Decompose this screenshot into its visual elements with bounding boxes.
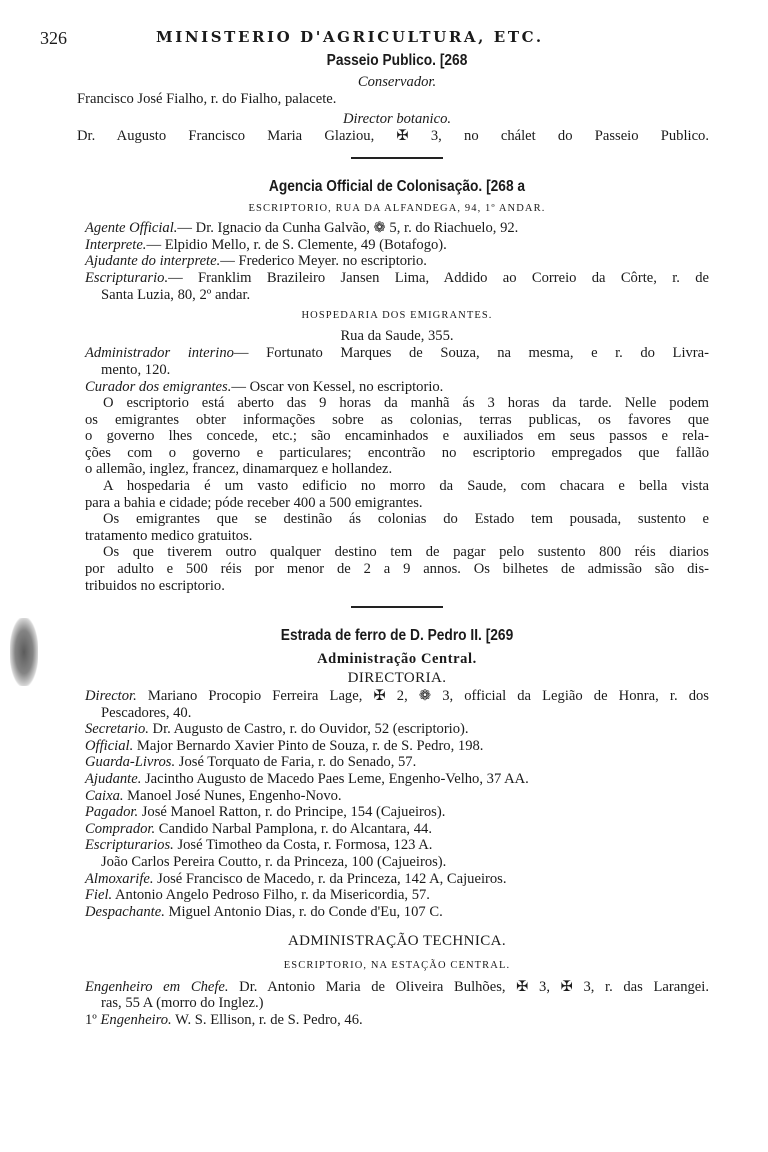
role-heading xyxy=(85,74,709,91)
entry-label: Official. xyxy=(85,737,134,754)
paragraph-line xyxy=(85,478,709,495)
text-line xyxy=(85,445,709,462)
entry-text: Major Bernardo Xavier Pinto de Souza, r. de S. Pedro, 198. xyxy=(133,737,484,754)
text-line xyxy=(77,91,709,108)
entry-text: José Manoel Ratton, r. do Principe, 154 (Cajueiros). xyxy=(138,804,446,821)
entry-label: Despachante. xyxy=(85,903,165,920)
section-heading xyxy=(129,628,666,645)
entry-text: o governo lhes concede, etc.; são encaminhados e auxiliados em seus passos e rela- xyxy=(85,428,709,445)
entry-text: Manoel José Nunes, Engenho-Novo. xyxy=(123,787,342,804)
section-heading xyxy=(129,53,666,70)
entry-text: Agencia Official de Colonisação. [268 a xyxy=(268,177,526,195)
text-line xyxy=(85,253,709,270)
paragraph-line xyxy=(85,544,709,561)
address-line xyxy=(85,328,709,345)
entry-text: Dr. Augusto Francisco Maria Glaziou, ✠ 3, no chálet do Passeio Publico. xyxy=(77,128,709,145)
entry-text: Jacintho Augusto de Macedo Paes Leme, Engenho-Velho, 37 AA. xyxy=(141,770,529,787)
text-line xyxy=(85,821,709,838)
text-line xyxy=(85,287,709,304)
text-line xyxy=(85,688,709,705)
entry-text: W. S. Ellison, r. de S. Pedro, 46. xyxy=(171,1011,363,1028)
text-line xyxy=(85,379,709,396)
text-line xyxy=(85,738,709,755)
entry-text: Os emigrantes que se destinão ás colonias do Estado tem pousada, sustento e xyxy=(103,511,709,528)
running-header xyxy=(40,26,700,50)
entry-text: — Franklim Brazileiro Jansen Lima, Addido ao Correio da Côrte, r. de xyxy=(168,269,709,286)
text-line xyxy=(85,871,709,888)
entry-text: Passeio Publico. [268 xyxy=(326,52,468,69)
entry-label: Escripturarios. xyxy=(85,837,174,854)
entry-label: Director. xyxy=(85,688,137,704)
text-line xyxy=(85,345,709,362)
entry-label: Ajudante. xyxy=(85,770,142,787)
entry-text: DIRECTORIA. xyxy=(347,670,447,687)
text-line xyxy=(85,428,709,445)
entry-text: José Torquato de Faria, r. do Senado, 57. xyxy=(175,754,417,771)
text-line xyxy=(85,528,709,545)
entry-label: Caixa. xyxy=(85,787,124,804)
entry-text: ESCRIPTORIO, NA ESTAÇÃO CENTRAL. xyxy=(283,959,511,971)
entry-label: Secretario. xyxy=(85,721,149,738)
entry-text: A hospedaria é um vasto edificio no morro da Saude, com chacara e bella vista xyxy=(103,478,709,495)
entry-text: ras, 55 A (morro do Inglez.) xyxy=(101,995,264,1012)
text-line xyxy=(85,1012,709,1029)
text-line xyxy=(85,887,709,904)
entry-label: Director botanico. xyxy=(342,110,452,127)
entry-text: o allemão, inglez, francez, dinamarquez e hollandez. xyxy=(85,461,393,478)
entry-label: Almoxarife. xyxy=(85,870,154,887)
entry-label: Engenheiro em Chefe. xyxy=(85,978,229,995)
entry-text: José Timotheo da Costa, r. Formosa, 123 A. xyxy=(173,837,433,854)
text-line xyxy=(85,220,709,237)
entry-text: — Elpidio Mello, r. de S. Clemente, 49 (Botafogo). xyxy=(146,236,447,253)
text-line xyxy=(85,495,709,512)
entry-text: ESCRIPTORIO, RUA DA ALFANDEGA, 94, 1º ANDAR. xyxy=(248,202,546,214)
small-caps-heading xyxy=(85,308,709,325)
entry-text: Pescadores, 40. xyxy=(101,704,192,721)
entry-text: Santa Luzia, 80, 2º andar. xyxy=(101,286,251,303)
entry-text: Mariano Procopio Ferreira Lage, ✠ 2, ❁ 3, official da Legião de Honra, r. dos xyxy=(136,688,709,704)
entry-text: 1º xyxy=(85,1011,101,1028)
entry-text: — Fortunato Marques de Souza, na mesma, e r. do Livra- xyxy=(233,345,710,362)
entry-text: Candido Narbal Pamplona, r. do Alcantara, 44. xyxy=(155,820,432,837)
text-line xyxy=(85,270,709,287)
text-line xyxy=(77,128,709,145)
text-line xyxy=(85,721,709,738)
role-heading xyxy=(85,111,709,128)
text-line xyxy=(85,412,709,429)
entry-text: — Frederico Meyer. no escriptorio. xyxy=(220,253,427,270)
entry-label: Agente Official. xyxy=(85,220,178,237)
entry-text: José Francisco de Macedo, r. da Princeza, 142 A, Cajueiros. xyxy=(153,870,507,887)
text-line xyxy=(85,561,709,578)
entry-text: para a bahia e cidade; póde receber 400 a 500 emigrantes. xyxy=(85,494,423,511)
text-line xyxy=(85,788,709,805)
entry-text: Estrada de ferro de D. Pedro II. [269 xyxy=(280,627,514,645)
entry-text: Dr. Augusto de Castro, r. do Ouvidor, 52 (escriptorio). xyxy=(148,721,469,738)
paragraph-line xyxy=(85,511,709,528)
entry-text: Antonio Angelo Pedroso Filho, r. da Misericordia, 57. xyxy=(112,887,430,904)
entry-text: Rua da Saude, 355. xyxy=(340,327,454,344)
text-line xyxy=(85,804,709,821)
entry-text: ções com o governo e particulares; encontrão no escriptorio empregados que fallão xyxy=(85,444,709,461)
entry-text: — Oscar von Kessel, no escriptorio. xyxy=(231,378,444,395)
scan-artifact xyxy=(10,618,38,686)
small-caps-heading xyxy=(85,958,709,975)
entry-text: ADMINISTRAÇÃO TECHNICA. xyxy=(287,933,507,950)
entry-text: João Carlos Pereira Coutto, r. da Princeza, 100 (Cajueiros). xyxy=(101,853,447,870)
entry-text: por adulto e 500 réis por menor de 2 a 9 annos. Os bilhetes de admissão são dis- xyxy=(85,561,709,578)
text-line xyxy=(85,837,709,854)
entry-text: mento, 120. xyxy=(101,361,171,378)
text-line xyxy=(85,578,709,595)
entry-text: Francisco José Fialho, r. do Fialho, palacete. xyxy=(77,91,337,108)
section-divider xyxy=(351,157,443,159)
entry-text: Dr. Antonio Maria de Oliveira Bulhões, ✠ 3, ✠ 3, r. das Larangei. xyxy=(228,978,709,995)
section-divider xyxy=(351,606,443,608)
text-line xyxy=(85,995,709,1012)
text-line xyxy=(85,904,709,921)
text-line xyxy=(85,854,709,871)
running-title: MINISTERIO D'AGRICULTURA, ETC. xyxy=(156,28,544,46)
entry-label: Interprete. xyxy=(85,236,147,253)
section-subtitle xyxy=(85,670,709,687)
small-caps-heading xyxy=(85,201,709,218)
subsection-heading xyxy=(85,651,709,668)
entry-label: Comprador. xyxy=(85,820,156,837)
section-subtitle xyxy=(85,933,709,950)
entry-label: Conservador. xyxy=(357,73,437,90)
entry-text: os emigrantes obter informações sobre as colonias, terras publicas, os favores que xyxy=(85,411,709,428)
page-number: 326 xyxy=(40,28,67,48)
text-line xyxy=(85,754,709,771)
entry-text: Os que tiverem outro qualquer destino tem de pagar pelo sustento 800 réis diarios xyxy=(103,544,709,561)
entry-text: tratamento medico gratuitos. xyxy=(85,527,253,544)
entry-label: Pagador. xyxy=(85,804,139,821)
entry-label: Administrador interino xyxy=(85,345,234,362)
entry-text: tribuidos no escriptorio. xyxy=(85,577,225,594)
paragraph-line xyxy=(85,395,709,412)
entry-text: Administração Central. xyxy=(317,650,477,667)
text-line xyxy=(85,979,709,996)
text-line xyxy=(85,705,709,722)
entry-label: Fiel. xyxy=(85,887,113,904)
entry-label: Ajudante do interprete. xyxy=(85,253,221,270)
entry-text: Miguel Antonio Dias, r. do Conde d'Eu, 107 C. xyxy=(164,903,443,920)
entry-label: Guarda-Livros. xyxy=(85,754,176,771)
text-line xyxy=(85,461,709,478)
entry-text: HOSPEDARIA DOS EMIGRANTES. xyxy=(301,310,493,322)
text-line xyxy=(85,771,709,788)
entry-text: — Dr. Ignacio da Cunha Galvão, ❁ 5, r. do Riachuelo, 92. xyxy=(177,220,519,237)
text-line xyxy=(85,362,709,379)
section-heading xyxy=(129,179,666,196)
entry-label: Curador dos emigrantes. xyxy=(85,378,232,395)
entry-label: Escripturario. xyxy=(85,269,169,286)
text-line xyxy=(85,237,709,254)
entry-label: Engenheiro. xyxy=(100,1011,172,1028)
entry-text: O escriptorio está aberto das 9 horas da manhã ás 3 horas da tarde. Nelle podem xyxy=(103,395,709,412)
spacer xyxy=(85,920,709,930)
page-body xyxy=(77,50,710,1028)
